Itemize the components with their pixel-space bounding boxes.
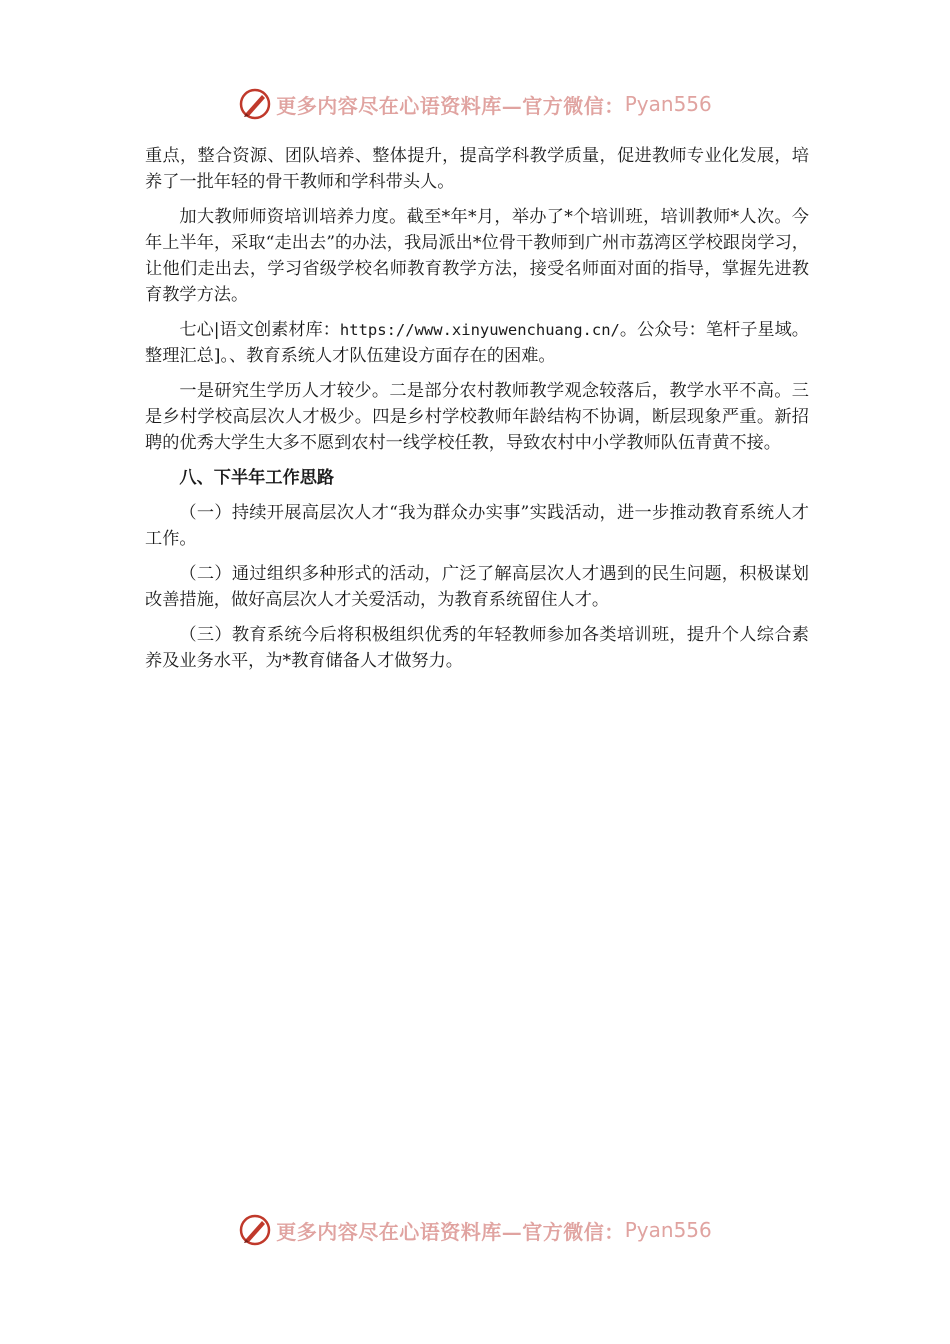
paragraph-6: （二）通过组织多种形式的活动，广泛了解高层次人才遇到的民生问题，积极谋划改善措施，做好高层次人才关爱活动，为教育系统留住人才。 (145, 564, 809, 610)
pen-logo-icon (238, 1213, 272, 1247)
paragraph-1: 重点，整合资源、团队培养、整体提升，提高学科教学质量，促进教师专业化发展，培养了一批年轻的骨干教师和学科带头人。 (145, 146, 809, 192)
section-heading-8: 八、下半年工作思路 (179, 468, 335, 488)
paragraph-2: 加大教师师资培训培养力度。截至*年*月，举办了*个培训班，培训教师*人次。今年上半年，采取“走出去”的办法，我局派出*位骨干教师到广州市荔湾区学校跟岗学习，让他们走出去，学习省级学校名师教育教学方法，接受名师面对面的指导，掌握先进教育教学方法。 (145, 207, 809, 305)
paragraph-3 (145, 317, 809, 369)
banner-wechat-id: Pyan556 (624, 1218, 712, 1242)
document-body (145, 143, 809, 683)
banner-wechat-id: Pyan556 (624, 92, 712, 116)
banner-text: 更多内容尽在心语资料库—官方微信： (276, 93, 625, 118)
paragraph-3-tail: 。公众号：笔杆子星域。整理汇总]。、教育系统人才队伍建设方面存在的困难。 (145, 320, 809, 366)
paragraph-7: （三）教育系统今后将积极组织优秀的年轻教师参加各类培训班，提升个人综合素养及业务水平，为*教育储备人才做努力。 (145, 625, 809, 671)
paragraph-5: （一）持续开展高层次人才“我为群众办实事”实践活动，进一步推动教育系统人才工作。 (145, 503, 809, 549)
pen-logo-icon (238, 87, 272, 121)
banner-text: 更多内容尽在心语资料库—官方微信： (276, 1219, 625, 1244)
paragraph-3-lead: 七心|语文创素材库： (179, 320, 340, 340)
footer-banner (0, 1210, 950, 1250)
header-banner (0, 84, 950, 124)
source-url: https://www.xinyuwenchuang.cn/ (339, 321, 620, 339)
paragraph-4: 一是研究生学历人才较少。二是部分农村教师教学观念较落后，教学水平不高。三是乡村学校高层次人才极少。四是乡村学校教师年龄结构不协调，断层现象严重。新招聘的优秀大学生大多不愿到农村一线学校任教，导致农村中小学教师队伍青黄不接。 (145, 381, 809, 453)
